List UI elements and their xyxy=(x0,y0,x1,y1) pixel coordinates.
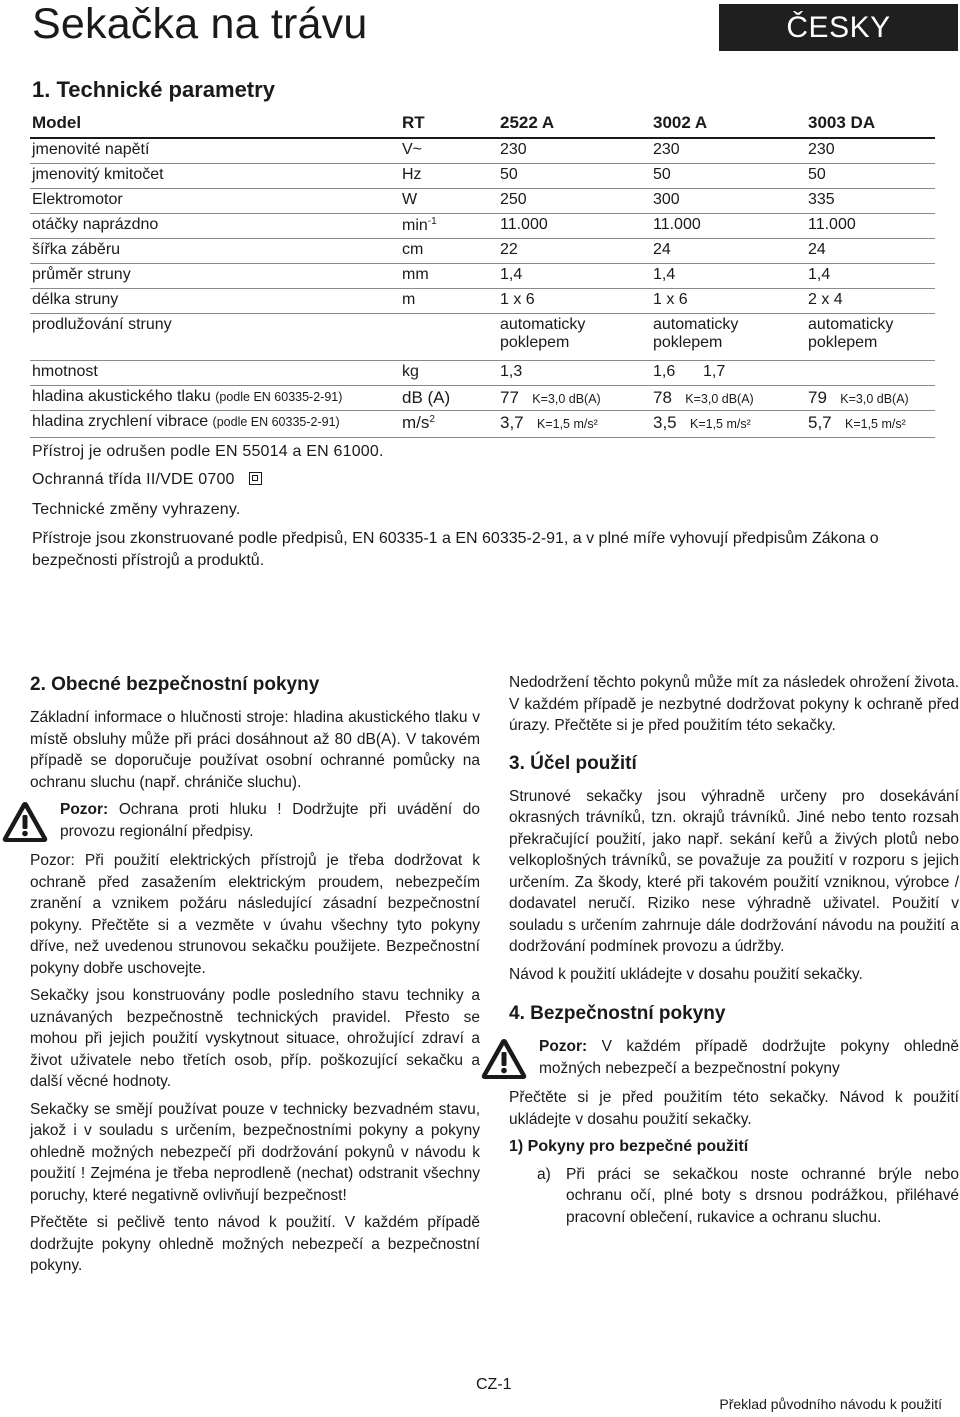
cell-value xyxy=(808,388,909,408)
unit-superscript: -1 xyxy=(427,216,437,227)
value-main: 78 xyxy=(653,388,672,407)
column-header: Model xyxy=(32,113,82,132)
cell-line: automaticky xyxy=(653,316,739,333)
list-marker: a) xyxy=(537,1165,551,1183)
protection-class-ii-icon xyxy=(249,472,262,485)
row-label: hmotnost xyxy=(32,363,98,380)
language-badge: ČESKY xyxy=(719,4,958,51)
section-1-heading: 1. Technické parametry xyxy=(32,77,275,102)
safe-use-subheading: 1) Pokyny pro bezpečné použití xyxy=(509,1138,749,1155)
cell-value xyxy=(653,388,754,408)
row-label: Elektromotor xyxy=(32,191,123,208)
row-label: prodlužování struny xyxy=(32,316,172,333)
electrical-safety-paragraph: Pozor: Při použití elektrických přístrojů je třeba dodržovat k ochraně před zasažením elektrickým proudem, nebezpečím zranění a vznikem požáru následující zásadní bezpečnostní pokyny. Přečtěte si a vezměte v úvahu všechny tyto pokyny dříve, než uvedenou strunovou sekačku použijete. Bezpečnostní pokyny dobře uschovejte. xyxy=(30,852,480,977)
section-4-heading: 4. Bezpečnostní pokyny xyxy=(509,1003,726,1024)
safety-warning xyxy=(509,1036,959,1079)
cell-value xyxy=(808,316,893,352)
row-unit: dB (A) xyxy=(402,388,451,407)
cell-value: 1,6 xyxy=(653,363,676,380)
row-unit xyxy=(402,216,437,235)
non-compliance-paragraph: Nedodržení těchto pokynů může mít za následek ohrožení života. V každém případě je nezbytné dodržovat pokyny k ochraně před úrazy. Přečtěte si je před použitím této sekačky. xyxy=(509,674,959,734)
column-header: RT xyxy=(402,113,425,132)
cell-line: poklepem xyxy=(500,334,570,351)
warning-triangle-icon xyxy=(479,1036,529,1082)
value-tolerance: K=1,5 m/s² xyxy=(844,417,906,431)
cell-value: 230 xyxy=(808,141,835,158)
table-row xyxy=(30,388,935,411)
cell-value: 22 xyxy=(500,241,518,258)
noise-info-paragraph: Základní informace o hlučnosti stroje: hladina akustického tlaku v místě obsluhy může při práci dosáhnout až 80 dB(A). V takovém případě se doporučuje používat osobní ochranné pomůcky na ochranu sluchu (např. chrániče sluchu). xyxy=(30,709,480,791)
unit-base: m/s xyxy=(402,413,430,432)
cell-value xyxy=(500,316,585,352)
unit-superscript: 2 xyxy=(429,414,435,425)
cell-line: automaticky xyxy=(500,316,586,333)
cell-value xyxy=(500,388,601,408)
cell-value xyxy=(808,413,906,433)
usage-condition-paragraph: Sekačky se smějí používat pouze v technicky bezvadném stavu, jakož i v souladu s určením, bezpečnostními pokyny a pokyny ohledně možných nebezpečí při dodržování pokynů v návodu k použití ! Zejména je třeba neprodleně (nechat) odstranit všechny poruchy, které negativně ovlivňují bezpečnost! xyxy=(30,1100,480,1204)
emc-note: Přístroj je odrušen podle EN 55014 a EN 61000. xyxy=(32,443,384,460)
left-column xyxy=(30,672,480,1283)
cell-value xyxy=(653,413,751,433)
row-unit: Hz xyxy=(402,166,422,183)
value-tolerance: K=1,5 m/s² xyxy=(689,417,751,431)
cell-value: 1,3 xyxy=(500,363,523,380)
value-tolerance: K=3,0 dB(A) xyxy=(840,392,909,406)
cell-value xyxy=(500,413,598,433)
intended-use-paragraph: Strunové sekačky jsou výhradně určeny pro dosekávání okrasných trávníků, tzn. okrajů trávníků. Jiné nebo tento rozsah překračující použití, jako např. sekání keřů a živých plotů nebo velkoplošných trávníků, se považuje za použití v rozporu s jejich určením. Za škody, které při takovém použití vzniknou, výrobce / dodavatel neručí. Riziko nese výhradně uživatel. Použití v souladu s určením zahrnuje dále dodržování návodu na použití a dodržování podmínek provozu a údržby. xyxy=(509,787,959,955)
row-label: jmenovitý kmitočet xyxy=(32,166,164,183)
cell-value: 1,4 xyxy=(653,266,676,283)
right-column xyxy=(509,672,959,1228)
value-tolerance: K=3,0 dB(A) xyxy=(532,392,601,406)
list-item xyxy=(509,1164,959,1229)
table-row xyxy=(30,191,935,214)
cell-value: 230 xyxy=(653,141,680,158)
cell-value: 1,4 xyxy=(808,266,831,283)
cell-value: 250 xyxy=(500,191,527,208)
table-row xyxy=(30,413,935,438)
row-label-standard: (podle EN 60335-2-91) xyxy=(212,415,340,429)
compliance-statement: Přístroje jsou zkonstruované podle předpisů, EN 60335-1 a EN 60335-2-91, a v plné míře vyhovují předpisům Zákona o bezpečnosti přístrojů a produktů. xyxy=(32,530,879,569)
row-label: délka struny xyxy=(32,291,119,308)
table-row xyxy=(30,363,935,386)
column-header: 3002 A xyxy=(653,113,708,132)
row-label xyxy=(32,388,342,406)
cell-value: 300 xyxy=(653,191,680,208)
manual-storage-paragraph: Návod k použití ukládejte v dosahu použití sekačky. xyxy=(509,965,863,983)
row-label: jmenovité napětí xyxy=(32,141,150,158)
column-header: 2522 A xyxy=(500,113,555,132)
cell-value: 50 xyxy=(500,166,518,183)
warning-text: V každém případě dodržujte pokyny ohledně možných nebezpečí a bezpečnostní pokyny xyxy=(539,1038,959,1077)
table-row xyxy=(30,291,935,314)
table-row xyxy=(30,316,935,361)
cell-value: 50 xyxy=(808,166,826,183)
cell-value: 230 xyxy=(500,141,527,158)
row-unit: cm xyxy=(402,241,424,258)
protection-class-note xyxy=(32,471,262,489)
noise-warning xyxy=(30,799,480,842)
read-before-use-paragraph: Přečtěte si je před použitím této sekačky. Návod k použití ukládejte v dosahu použití sekačky. xyxy=(509,1089,959,1128)
value-main: 77 xyxy=(500,388,519,407)
row-label-main: hladina zrychlení vibrace xyxy=(32,413,209,430)
table-row xyxy=(30,216,935,239)
row-unit xyxy=(402,413,435,433)
list-item-text: Při práci se sekačkou noste ochranné brýle nebo ochranu očí, plné boty s drsnou podrážkou, přiléhavé pracovní oblečení, rukavice a ochranu sluchu. xyxy=(566,1165,959,1226)
unit-base: min xyxy=(402,217,428,234)
spec-table-header xyxy=(30,113,935,139)
column-header: 3003 DA xyxy=(808,113,876,132)
cell-value: 24 xyxy=(653,241,671,258)
cell-value: 11.000 xyxy=(653,216,701,233)
value-tolerance: K=3,0 dB(A) xyxy=(685,392,754,406)
cell-value: 11.000 xyxy=(500,216,548,233)
warning-triangle-icon xyxy=(0,799,50,845)
cell-value: 1,7 xyxy=(703,363,726,380)
table-row xyxy=(30,141,935,164)
row-label-main: hladina akustického tlaku xyxy=(32,388,211,405)
table-row xyxy=(30,266,935,289)
cell-value: 1,4 xyxy=(500,266,523,283)
translation-note: Překlad původního návodu k použití xyxy=(719,1396,942,1412)
cell-value: 2 x 4 xyxy=(808,291,843,308)
row-label: šířka záběru xyxy=(32,241,121,258)
section-2-heading: 2. Obecné bezpečnostní pokyny xyxy=(30,674,320,695)
row-label: průměr struny xyxy=(32,266,131,283)
value-main: 79 xyxy=(808,388,827,407)
value-tolerance: K=1,5 m/s² xyxy=(536,417,598,431)
row-unit: kg xyxy=(402,363,419,380)
protection-class-text: Ochranná třída II/VDE 0700 xyxy=(32,471,235,488)
cell-line: automaticky xyxy=(808,316,894,333)
row-unit: m xyxy=(402,291,416,308)
document-title: Sekačka na trávu xyxy=(32,0,368,48)
row-unit: W xyxy=(402,191,418,208)
technical-changes-note: Technické změny vyhrazeny. xyxy=(32,501,241,518)
row-label xyxy=(32,413,340,431)
cell-value: 335 xyxy=(808,191,835,208)
section-3-heading: 3. Účel použití xyxy=(509,752,637,774)
cell-line: poklepem xyxy=(653,334,723,351)
value-main: 3,5 xyxy=(653,413,677,432)
warning-label: Pozor: xyxy=(539,1038,588,1055)
cell-value: 50 xyxy=(653,166,671,183)
row-unit: mm xyxy=(402,266,429,283)
cell-value: 24 xyxy=(808,241,826,258)
page-number: CZ-1 xyxy=(476,1376,512,1393)
row-unit: V~ xyxy=(402,141,423,158)
row-label: otáčky naprázdno xyxy=(32,216,159,233)
cell-line: poklepem xyxy=(808,334,878,351)
value-main: 5,7 xyxy=(808,413,832,432)
warning-label: Pozor: xyxy=(60,801,109,818)
warning-text: Ochrana proti hluku ! Dodržujte při uvádění do provozu regionální předpisy. xyxy=(60,801,480,840)
table-row xyxy=(30,241,935,264)
construction-paragraph: Sekačky jsou konstruovány podle posledního stavu techniky a uznávaných bezpečnostně technických pravidel. Přesto se mohou při jejich použití vyskytnout situace, ohrožující zdraví a život uživatele nebo třetích osob, příp. poškozující sekačku a další věcné hodnoty. xyxy=(30,987,480,1090)
cell-value xyxy=(653,316,738,352)
cell-value: 1 x 6 xyxy=(500,291,535,308)
table-row xyxy=(30,166,935,189)
cell-value: 11.000 xyxy=(808,216,856,233)
row-label-standard: (podle EN 60335-2-91) xyxy=(215,390,343,404)
value-main: 3,7 xyxy=(500,413,524,432)
cell-value: 1 x 6 xyxy=(653,291,688,308)
read-manual-paragraph: Přečtěte si pečlivě tento návod k použití. V každém případě dodržujte pokyny ohledně možných nebezpečí a bezpečnostní pokyny. xyxy=(30,1214,480,1274)
